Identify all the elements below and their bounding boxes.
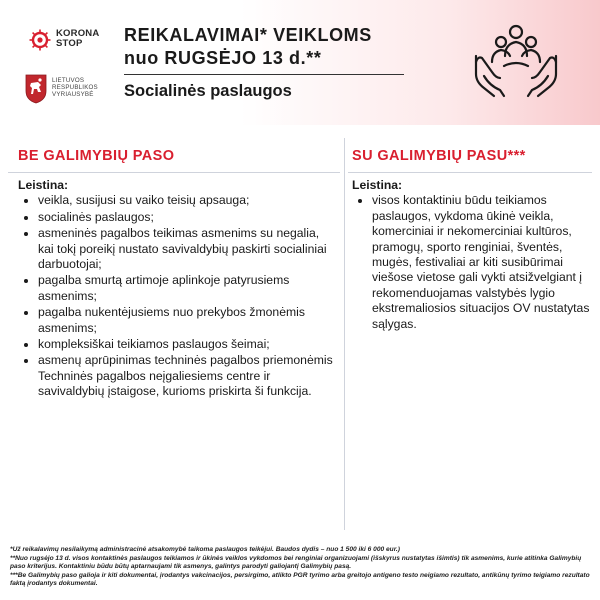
- header-band: [0, 0, 600, 125]
- korona-stop-wordmark: KORONA STOP: [56, 28, 100, 49]
- left-column-body: [18, 178, 336, 401]
- vytis-coat-of-arms-icon: [25, 74, 47, 104]
- footnote-3: ***Be Galimybių paso galioja ir kiti dokumentai, įrodantys vakcinacijos, persirgimo, atlikto PGR tyrimo arba greitojo antigeno testo neigiamo rezultato, antikūnų tyrimo teigiamo rezultato faktą įrodantys dokumentai.: [10, 571, 590, 588]
- left-heading-rule: [8, 172, 340, 173]
- government-wordmark: LIETUVOS RESPUBLIKOS VYRIAUSYBĖ: [52, 77, 98, 98]
- list-item: • socialinės paslaugos;: [38, 210, 336, 225]
- korona-stop-logo: [22, 24, 102, 56]
- list-item: • pagalba nukentėjusiems nuo prekybos žmonėmis asmenims;: [38, 305, 336, 336]
- footnotes: [10, 546, 590, 589]
- list-item: • asmeninės pagalbos teikimas asmenims su negalia, kai tokį poreikį nustato savivaldybių paskirti socialiniai darbuotojai;: [38, 226, 336, 272]
- government-logo: [22, 74, 122, 110]
- left-list: [18, 193, 336, 399]
- left-column-heading: BE GALIMYBIŲ PASO: [18, 148, 175, 164]
- list-item: • asmenų aprūpinimas techninės pagalbos priemonėmis Techninės pagalbos neįgaliesiems centre ir savivaldybių įstaigose, kurioms priskirta ši funkcija.: [38, 353, 336, 399]
- footnote-1: *Už reikalavimų nesilaikymą administracinė atsakomybė taikoma paslaugos teikėjui. Baudos dydis – nuo 1 500 iki 6 000 eur.): [10, 546, 400, 553]
- list-item: • visos kontaktiniu būdu teikiamos paslaugos, vykdoma ūkinė veikla, komerciniai ir nekomerciniai kultūros, pramogų, sporto renginiai, šventės, mugės, festivaliai ar kiti susibūrimai viešose vietose gali vykti atsižvelgiant į rekomenduojamas valstybės lygio ekstremaliosios situacijos OV nustatytas sąlygas.: [372, 193, 592, 332]
- korona-virus-icon: [28, 28, 52, 52]
- page-subtitle: Socialinės paslaugos: [124, 82, 292, 100]
- right-column-body: [352, 178, 592, 333]
- left-lead: Leistina:: [18, 178, 69, 192]
- caring-hands-people-icon: [470, 16, 562, 100]
- list-item: • pagalba smurtą artimoje aplinkoje patyrusiems asmenims;: [38, 273, 336, 304]
- title-divider: [124, 74, 404, 75]
- list-item: • veikla, susijusi su vaiko teisių apsauga;: [38, 193, 336, 208]
- right-column-heading: SU GALIMYBIŲ PASU***: [352, 148, 526, 164]
- page-title: REIKALAVIMAI* VEIKLOMS nuo RUGSĖJO 13 d.**: [124, 25, 372, 68]
- column-divider: [344, 138, 345, 530]
- footnote-2: **Nuo rugsėjo 13 d. visos kontaktinės paslaugos teikiamos ir ūkinės veiklos vykdomos bei renginiai organizuojami (išskyrus nustatytas išimtis) tik asmenims, kurie atitinka Galimybių paso kriterijus. Kontaktiniu būdu būtų aptarnaujami tik asmenys, galintys parodyti galiojantį Galimybių pasą.: [10, 554, 582, 571]
- right-list: [352, 193, 592, 332]
- list-item: • kompleksiškai teikiamos paslaugos šeimai;: [38, 337, 336, 352]
- right-heading-rule: [348, 172, 592, 173]
- right-lead: Leistina:: [352, 178, 403, 192]
